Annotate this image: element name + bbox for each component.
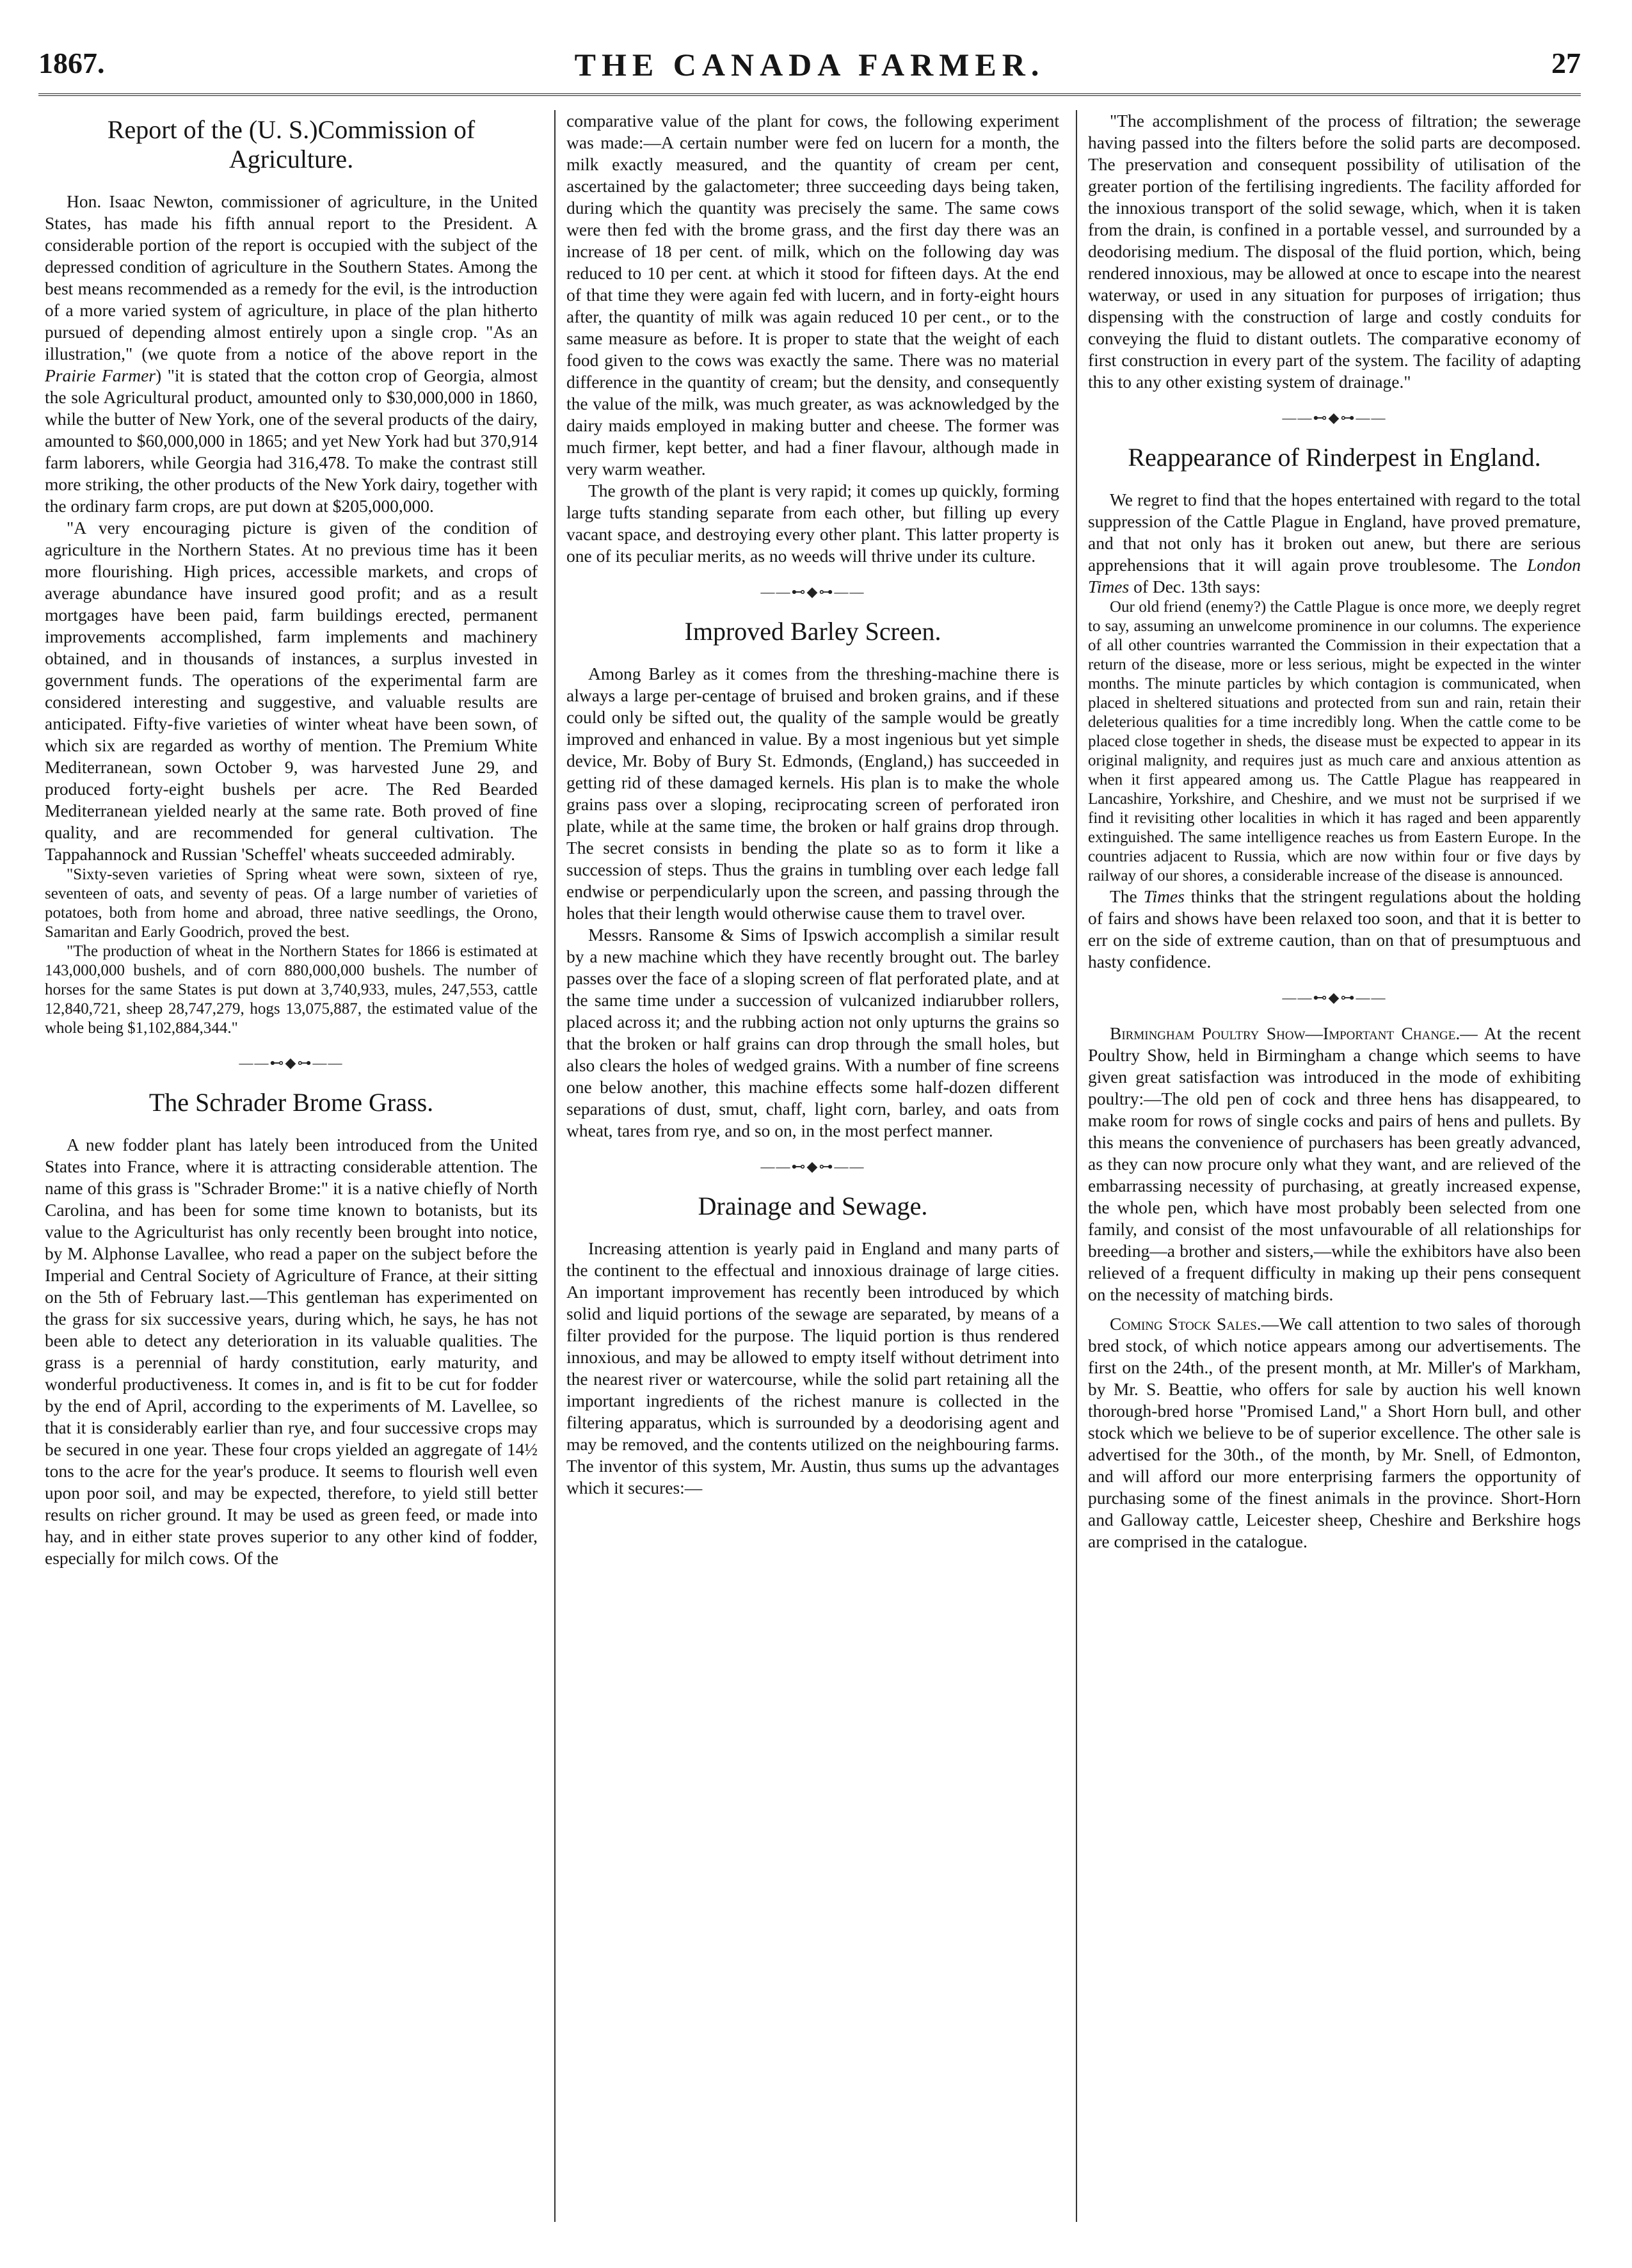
column-divider — [1076, 110, 1077, 2222]
paragraph: A new fodder plant has lately been introduced from the United States into France, where it is attracting considerable attention. The name of this grass is "Schrader Brome:" it is a native chiefly of North Carolina, and has been for some time known to botanists, but its value to the Agriculturist has only recently been brought into notice, by M. Alphonse Lavallee, who read a paper on the subject before the Imperial and Central Society of Agriculture of France, at their sitting on the 5th of February last.—This gentleman has experimented on the grass for six successive years, during which, he says, he has not been able to detect any deterioration in its valuable qualities. The grass is a perennial of hardy constitution, early maturity, and wonderful productiveness. It comes in, and is fit to be cut for fodder by the end of April, according to the experiments of M. Lavellee, so that it is considerably earlier than rye, and four successive crops may be secured in one year. These four crops yielded an aggregate of 14½ tons to the acre for the year's produce. It seems to flourish well even upon poor soil, and may be expected, therefore, to yield still better results on richer ground. It may be used as green feed, or made into hay, and in either state proves superior to any other kind of fodder, especially for milch cows. Of the — [45, 1135, 538, 1568]
paragraph — [1088, 1313, 1581, 1553]
paragraph: "A very encouraging picture is given of the condition of agriculture in the Northern States. At no previous time has it been more flourishing. High prices, accessible markets, and crops of average abundance have insured good profit; and as a result mortgages have been paid, farm buildings erected, permanent improvements accomplished, farm implements and machinery obtained, and in thousands of instances, a surplus invested in government funds. The operations of the experimental farm are considered interesting and suggestive, and valuable results are anticipated. Fifty-five varieties of winter wheat have been sown, of which six are regarded as worthy of mention. The Premium White Mediterranean, sown October 9, was harvested June 29, and produced forty-eight bushels per acre. The Red Bearded Mediterranean yielded nearly at the same rate. Both proved of fine quality, and are recommended for general cultivation. The Tappahannock and Russian 'Scheffel' wheats succeeded admirably. — [45, 518, 538, 864]
article-heading-brome-grass: The Schrader Brome Grass. — [148, 1088, 434, 1117]
article-heading-rinderpest: Reappearance of Rinderpest in England. — [1128, 443, 1541, 472]
paragraph: comparative value of the plant for cows, the following experiment was made:—A certain number were fed on lucern for a month, the milk exactly measured, and the quantity of cream per cent, ascertained by the galactometer; three succeeding days being taken, during which the quantity was precisely the same. The same cows were then fed with the brome grass, and the first day there was an increase of 18 per cent. of milk, which on the following day was reduced to 10 per cent. at which it stood for fifteen days. At the end of that time they were again fed with lucern, and in forty-eight hours after, the quantity of milk was again reduced 10 per cent., or to the same measure as before. It is proper to state that the weight of each food given to the cows was exactly the same. There was no material difference in the quantity of cream; but the density, and consequently the value of the milk, was much greater, as was acknowledged by the dairy maids employed in making butter and cheese. The former was much firmer, kept better, and had a finer flavour, although made in very warm weather. — [566, 111, 1059, 479]
paragraph — [45, 191, 538, 517]
paragraph-text: of Dec. 13th says: — [1133, 577, 1261, 596]
paragraph: "Sixty-seven varieties of Spring wheat were sown, sixteen of rye, seventeen of oats, and seventy of peas. Of a large number of varieties of potatoes, both from home and abroad, three native seedlings, the Orono, Samaritan and Early Goodrich, proved the best. — [45, 866, 538, 941]
paragraph: Messrs. Ransome & Sims of Ipswich accomplish a similar result by a new machine which they have recently brought out. The barley passes over the face of a sloping screen of flat perforated plate, and at the same time under a succession of vulcanized indiarubber rollers, placed across it; and the rubbing action not only upturns the grains so that the broken or half grains can drop through the small holes, but also clears the holes of wedged grains. With a number of fine screens one below another, this machine effects some half-dozen different separations of dust, smut, chaff, light corn, barley, and oats from wheat, tares from rye, and so on, in the most perfect manner. — [566, 925, 1059, 1140]
page-number: 27 — [1551, 47, 1581, 79]
paragraph-text: Hon. Isaac Newton, commissioner of agriculture, in the United States, has made his fifth annual report to the President. A considerable portion of the report is occupied with the subject of the depressed condition of agriculture in the Southern States. Among the best means recommended as a remedy for the evil, is the introduction of a more varied system of agriculture, in place of the plan hitherto pursued of depending almost entirely upon a single crop. "As an illustration," (we quote from a notice of the above report in the — [45, 191, 538, 363]
section-separator: ——⊷◆⊶—— — [239, 1055, 344, 1071]
column-3 — [1088, 110, 1581, 2222]
section-separator: ——⊷◆⊶—— — [1282, 989, 1387, 1005]
paragraph-text: ) "it is stated that the cotton crop of Georgia, almost the sole Agricultural product, amounted only to $30,000,000 in 1860, while the butter of New York, one of the several products of the dairy, amounted to $60,000,000 in 1865; and yet New York had but 370,914 farm laborers, while Georgia had 316,478. To make the contrast still more striking, the other products of the New York dairy, together with the ordinary farm crops, are put down at $205,000,000. — [45, 365, 538, 516]
column-1 — [45, 110, 538, 2222]
section-separator: ——⊷◆⊶—— — [760, 1158, 865, 1174]
article-heading-barley-screen: Improved Barley Screen. — [684, 617, 941, 646]
section-separator: ——⊷◆⊶—— — [760, 584, 865, 600]
section-separator: ——⊷◆⊶—— — [1282, 410, 1387, 426]
paragraph: Increasing attention is yearly paid in England and many parts of the continent to the effectual and innoxious drainage of large cities. An important improvement has recently been introduced by which solid and liquid portions of the sewage are separated, by means of a filter provided for the purpose. The liquid portion is thus rendered innoxious, and may be allowed to empty itself without detriment into the nearest river or watercourse, while the solid part retaining all the important ingredients of the richest manure is collected in the filtering apparatus, which is surrounded by a deodorising agent and may be removed, and the contents utilized on the neighbouring farms. The inventor of this system, Mr. Austin, thus sums up the advantages which it secures:— — [566, 1238, 1059, 1497]
publication-name: Prairie Farmer — [45, 365, 156, 385]
paragraph-text: At the recent Poultry Show, held in Birmingham a change which seems to have given great satisfaction was introduced in the mode of exhibiting poultry:—The old pen of cock and three hens has disappeared, to make room for rows of single cocks and pairs of hens and pullets. By this means the convenience of purchasers has been greatly advanced, as they can now procure only what they want, and are relieved of the embarrassing necessity of purchasing, at greatly increased expense, the whole pen, which have most probably been selected from one family, and consist of the most unfavourable of all relationships for breeding—a brother and sisters,—while the exhibitors have also been relieved of a frequent difficulty in making up their pens consequent on the necessity of matching birds. — [1088, 1023, 1581, 1304]
quoted-paragraph: Our old friend (enemy?) the Cattle Plague is once more, we deeply regret to say, assuming an unwelcome prominence in our columns. The experience of all other countries warranted the Commission in their expectation that a return of the disease, more or less serious, might be expected in the winter months. The minute particles by which contagion is communicated, when placed in sheltered situations and protected from sun and rain, retain their deleterious qualities for a time incredibly long. When the cattle come to be placed close together in sheds, the disease must be expected to appear in its original malignity, and requires just as much care and anxious attention as when it first appeared among us. The Cattle Plague has reappeared in Lancashire, Yorkshire, and Cheshire, and we must not be surprised if we find it revisiting other localities in which it has raged and been apparently extinguished. The same intelligence reaches us from Eastern Europe. In the countries adjacent to Russia, which are now within four or five days by railway of our shores, a considerable increase of the disease is announced. — [1088, 598, 1581, 884]
paragraph: "The accomplishment of the process of filtration; the sewerage having passed into the filters before the solid parts are decomposed. The preservation and consequent possibility of utilisation of the greater portion of the fertilising ingredients. The facility afforded for the innoxious transport of the solid sewage, which, when it is taken from the drain, is confined in a portable vessel, and surrounded by a deodorising medium. The disposal of the fluid portion, which, being rendered innoxious, may be allowed at once to escape into the nearest waterway, or used in any situation for purposes of irrigation; thus dispensing with the construction of large and costly conduits for conveying the fluid to distant outlets. The comparative economy of first construction in every part of the system. The facility of adapting this to any other existing system of drainage." — [1088, 111, 1581, 392]
paragraph: "The production of wheat in the Northern States for 1866 is estimated at 143,000,000 bushels, and of corn 880,000,000 bushels. The number of horses for the same States is put down at 3,740,933, mules, 247,553, cattle 12,840,721, sheep 28,747,279, hogs 13,075,887, the estimated value of the whole being $1,102,884,344." — [45, 943, 538, 1037]
paragraph: The growth of the plant is very rapid; it comes up quickly, forming large tufts standing separate from each other, but filling up every vacant space, and destroying every other plant. This latter property is one of its peculiar merits, as no weeds will thrive under its culture. — [566, 481, 1059, 566]
paragraph-text: thinks that the stringent regulations about the holding of fairs and shows have been relaxed too soon, and that it is better to err on the side of extreme caution, than on that of presumptuous and hasty confidence. — [1088, 886, 1581, 971]
masthead-title: THE CANADA FARMER. — [574, 47, 1045, 83]
paragraph — [1088, 886, 1581, 973]
run-in-heading-poultry-show: Birmingham Poultry Show—Important Change.— — [1110, 1023, 1478, 1043]
column-divider — [554, 110, 556, 2222]
paragraph: Among Barley as it comes from the threshing-machine there is always a large per-centage of bruised and broken grains, and if these could only be sifted out, the quality of the sample would be greatly improved and enhanced in value. By a most ingenious but yet simple device, Mr. Boby of Bury St. Edmonds, (England,) has succeeded in getting rid of these damaged kernels. His plan is to make the whole grains pass over a sloping, reciprocating screen of perforated iron plate, while at the same time, the broken or half grains drop through. The secret consists in bending the plate so as to form it like a succession of steps. Thus the grains in tumbling over each ledge fall endwise or perpendicularly upon the screen, and passing through the holes that their length would otherwise cause them to travel over. — [566, 664, 1059, 923]
publication-name: London Times — [1088, 555, 1581, 596]
paragraph-text: The — [1110, 886, 1137, 906]
article-heading-commission: Report of the (U. S.)Commission of Agriculture. — [107, 115, 476, 173]
masthead-year: 1867. — [38, 47, 105, 79]
paragraph — [1088, 489, 1581, 598]
paragraph-text: We call attention to two sales of thorough bred stock, of which notice appears among our advertisements. The first on the 24th., of the present month, at Mr. Miller's of Markham, by Mr. S. Beattie, who offers for sale by auction his well known thorough-bred horse "Promised Land," a Short Horn bull, and other stock which we believe to be of superior excellence. The other sale is advertised for the 30th., of the month, by Mr. Snell, of Edmonton, and will afford our more enterprising farmers the opportunity of purchasing some of the finest animals in the province. Short-Horn and Galloway cattle, Leicester sheep, Cheshire and Berkshire hogs are comprised in the catalogue. — [1088, 1314, 1581, 1551]
masthead-rule — [38, 93, 1581, 98]
column-2 — [566, 110, 1059, 2222]
paragraph — [1088, 1023, 1581, 1306]
paragraph-text: We regret to find that the hopes entertained with regard to the total suppression of the Cattle Plague in England, have proved premature, and that not only has it broken out anew, but there are serious apprehensions that it will again prove troublesome. The — [1088, 490, 1581, 575]
masthead — [38, 41, 1581, 92]
publication-name: Times — [1143, 886, 1185, 906]
article-heading-drainage: Drainage and Sewage. — [698, 1192, 928, 1220]
run-in-heading-stock-sales: Coming Stock Sales.— — [1110, 1314, 1279, 1334]
